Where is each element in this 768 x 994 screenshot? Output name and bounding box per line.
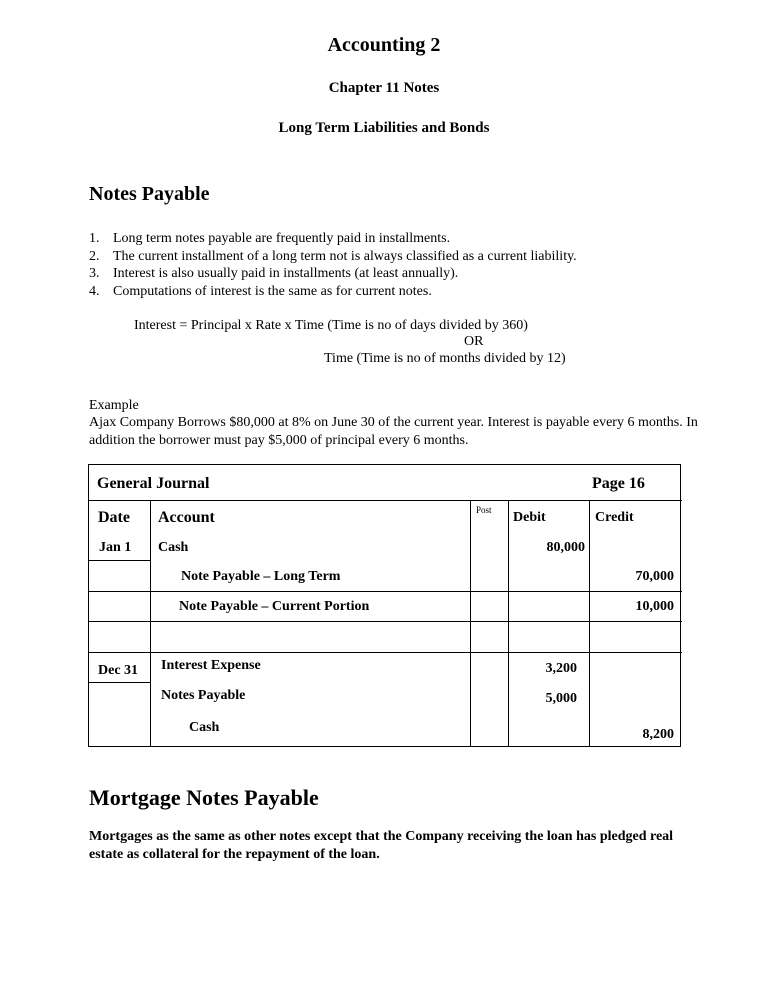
- journal-entry-debit: 5,000: [545, 691, 577, 706]
- list-item-number: 2.: [89, 248, 100, 264]
- journal-entry-account: Interest Expense: [161, 658, 261, 673]
- journal-entry-date: Dec 31: [98, 663, 139, 678]
- debit-column-header: Debit: [513, 510, 546, 525]
- journal-entry-credit: 8,200: [642, 727, 674, 742]
- journal-entry-account: Cash: [189, 720, 220, 735]
- notes-payable-heading: Notes Payable: [89, 183, 210, 205]
- list-item: [89, 248, 689, 266]
- journal-entry-credit: 70,000: [635, 569, 674, 584]
- chapter-heading: Chapter 11 Notes: [328, 80, 440, 96]
- list-item-number: 3.: [89, 266, 100, 281]
- mortgage-notes-heading: Mortgage Notes Payable: [89, 785, 319, 810]
- list-item-text: Computations of interest is the same as for current notes.: [113, 283, 432, 299]
- list-item: [89, 265, 689, 283]
- list-item-text: Interest is also usually paid in installments (at least annually).: [113, 266, 459, 281]
- post-column-header: Post: [476, 505, 492, 515]
- list-item-text: The current installment of a long term not is always classified as a current liability.: [113, 248, 577, 264]
- journal-entry-account: Note Payable – Current Portion: [179, 599, 370, 614]
- list-item: [89, 230, 689, 248]
- date-column-header: Date: [98, 509, 130, 526]
- interest-formula-line-1: Interest = Principal x Rate x Time (Time is no of days divided by 360): [134, 318, 528, 333]
- mortgage-notes-text: Mortgages as the same as other notes except that the Company receiving the loan has pledged real estate as collateral for the repayment of the loan.: [89, 829, 674, 862]
- document-subtitle: Long Term Liabilities and Bonds: [278, 120, 490, 136]
- journal-entry-credit: 10,000: [635, 599, 674, 614]
- example-label: Example: [89, 398, 139, 413]
- account-column-header: Account: [158, 509, 215, 526]
- journal-entry-date: Jan 1: [99, 540, 132, 555]
- journal-page-number: Page 16: [592, 475, 645, 492]
- journal-entry-debit: 80,000: [546, 540, 585, 555]
- credit-column-header: Credit: [595, 510, 634, 525]
- interest-formula-or: OR: [464, 334, 484, 349]
- list-item-text: Long term notes payable are frequently paid in installments.: [113, 231, 451, 246]
- interest-formula-line-2: Time (Time is no of months divided by 12): [324, 351, 566, 366]
- journal-entry-debit: 3,200: [545, 661, 577, 676]
- notes-list: [89, 230, 689, 300]
- journal-entry-account: Note Payable – Long Term: [181, 569, 341, 584]
- document-title: Accounting 2: [327, 34, 441, 56]
- journal-title: General Journal: [97, 475, 210, 492]
- list-item: [89, 283, 689, 301]
- journal-entry-account: Notes Payable: [161, 688, 246, 703]
- list-item-number: 4.: [89, 283, 100, 299]
- general-journal: [88, 464, 681, 747]
- example-text: Ajax Company Borrows $80,000 at 8% on June 30 of the current year. Interest is payable every 6 months. In addition the borrower must pay $5,000 of principal every 6 months.: [89, 415, 698, 448]
- list-item-number: 1.: [89, 231, 100, 246]
- journal-entry-account: Cash: [158, 540, 189, 555]
